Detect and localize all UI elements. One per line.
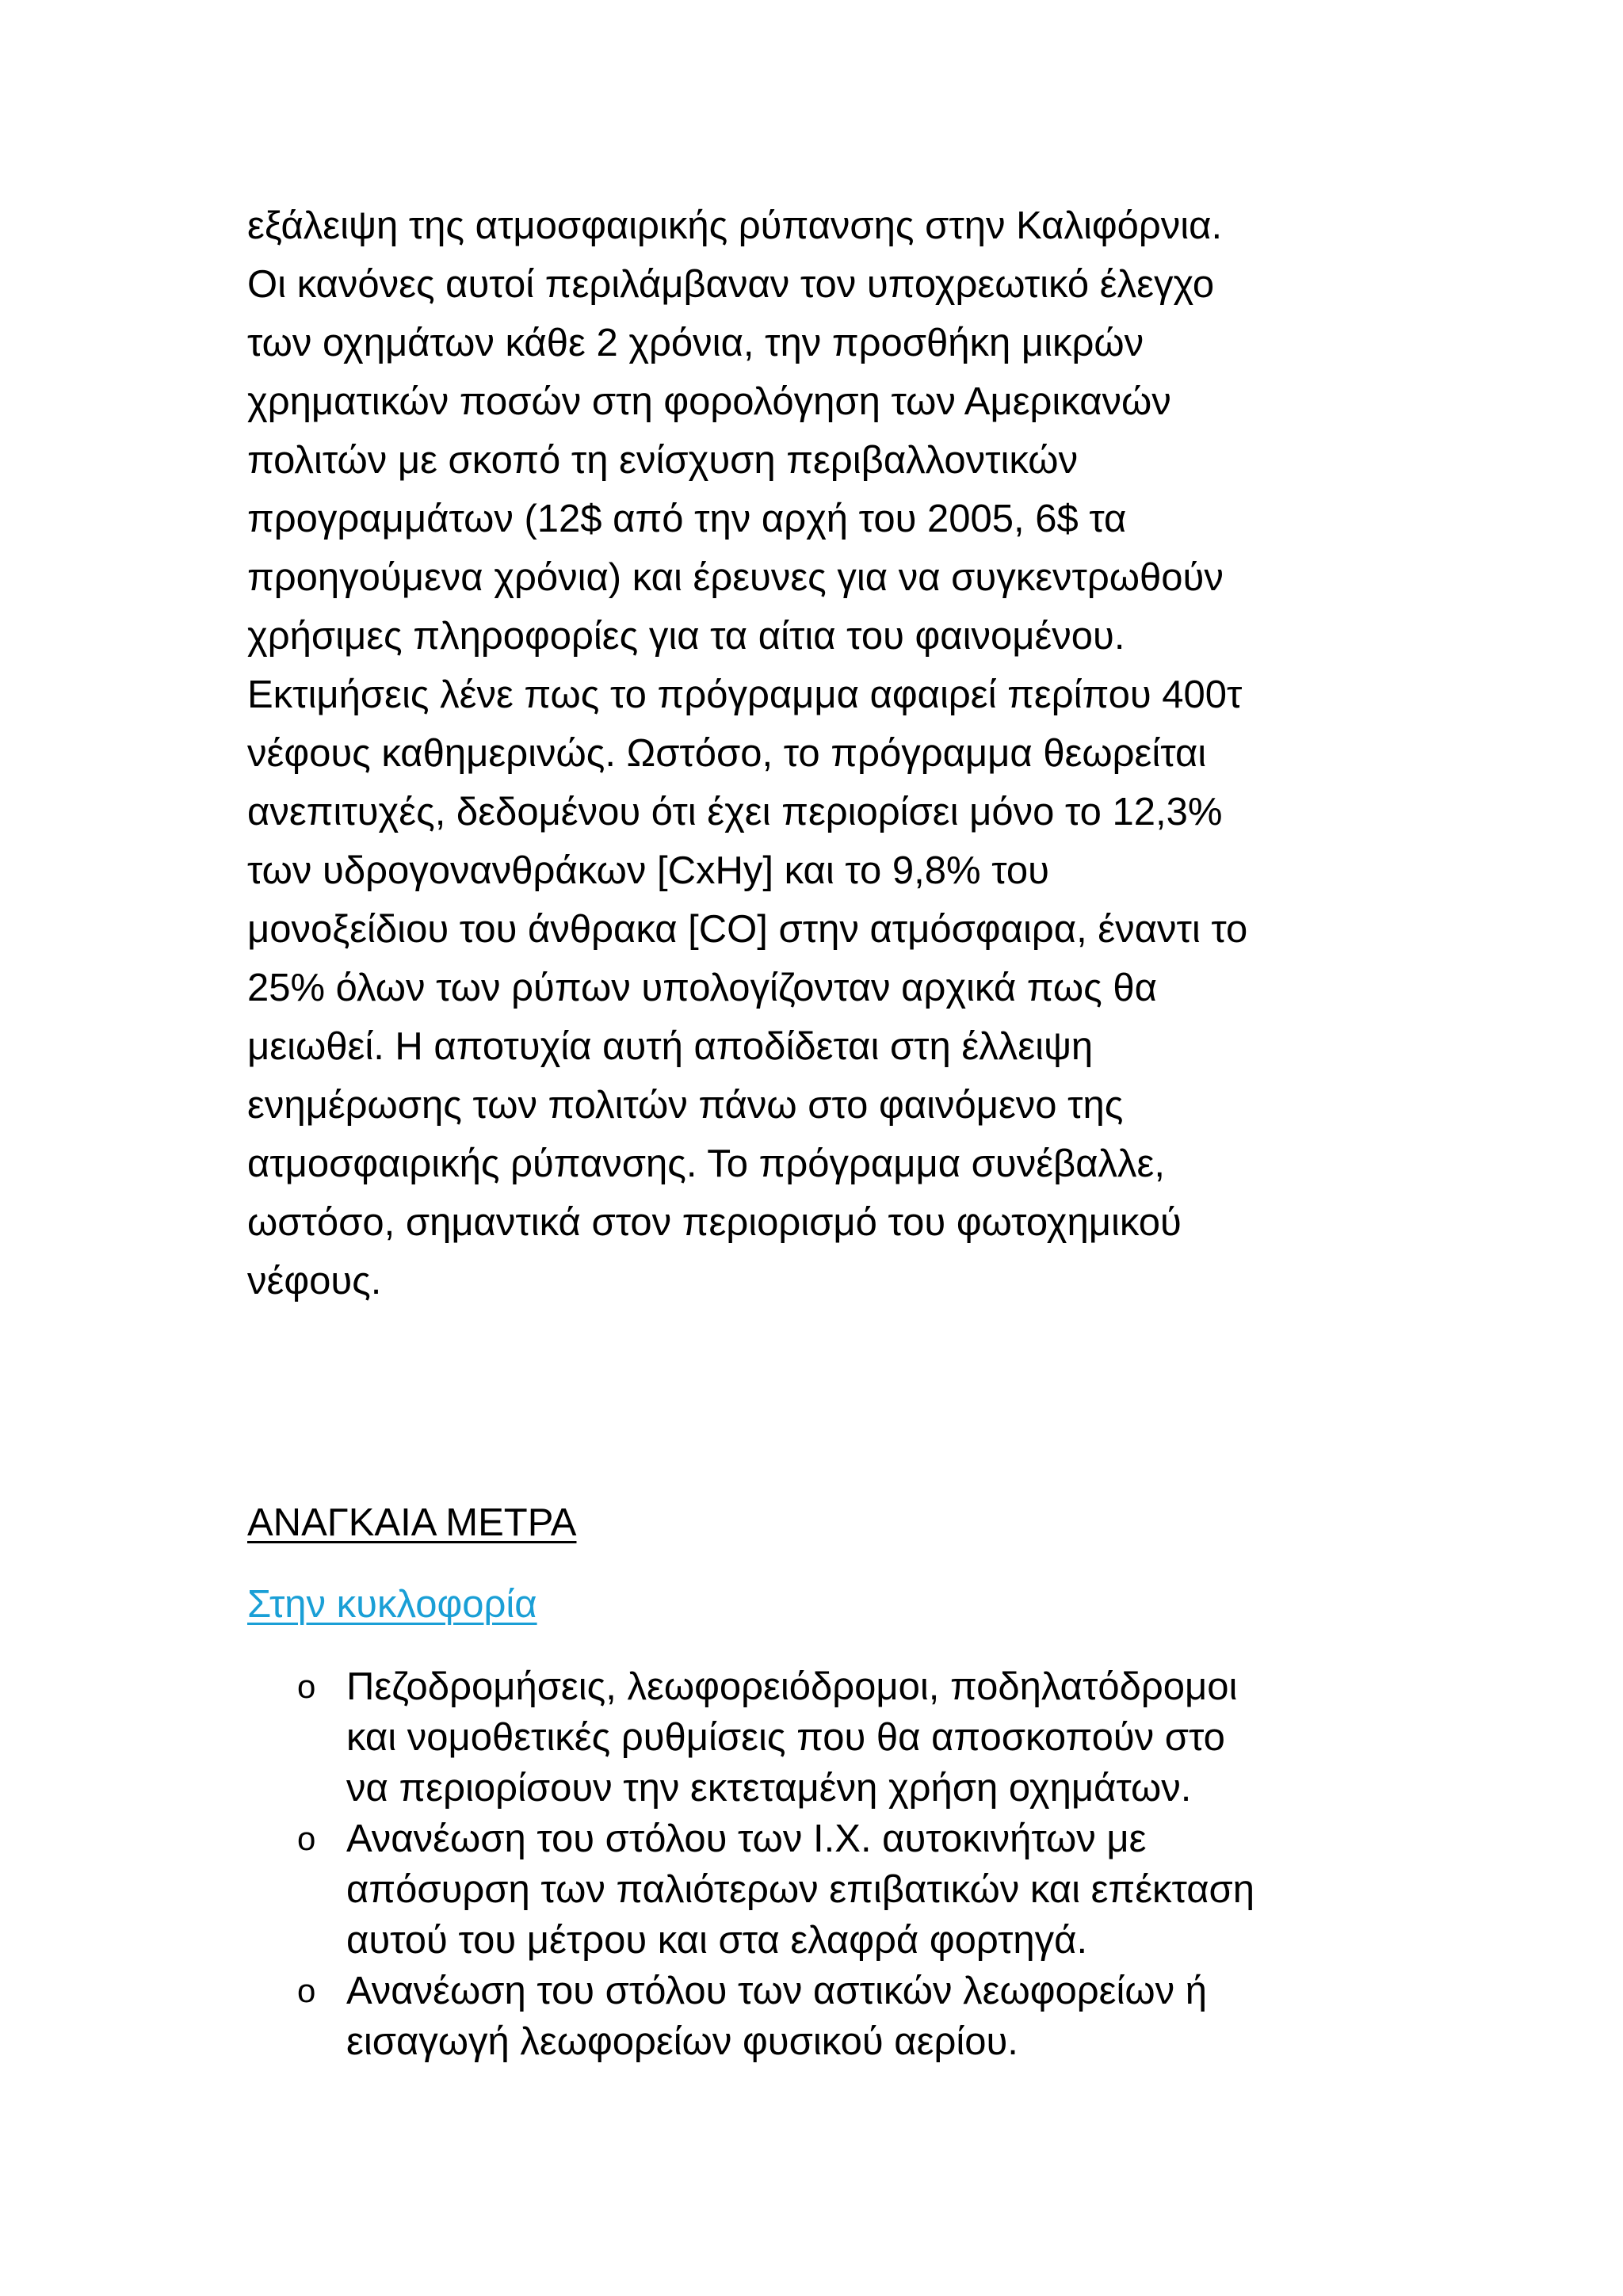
paragraph-line: των υδρογονανθράκων [CxHy] και το 9,8% του <box>247 849 1049 892</box>
paragraph-line: μειωθεί. Η αποτυχία αυτή αποδίδεται στη έλλειψη <box>247 1025 1094 1068</box>
paragraph-line: Οι κανόνες αυτοί περιλάμβαναν τον υποχρεωτικό έλεγχο <box>247 263 1215 306</box>
list-item-line: αυτού του μέτρου και στα ελαφρά φορτηγά. <box>346 1919 1088 1962</box>
paragraph-line: ατμοσφαιρικής ρύπανσης. Το πρόγραμμα συνέβαλλε, <box>247 1142 1166 1185</box>
paragraph-line: εξάλειψη της ατμοσφαιρικής ρύπανσης στην Καλιφόρνια. <box>247 204 1223 247</box>
list-item-line: Ανανέωση του στόλου των Ι.Χ. αυτοκινήτων με <box>346 1817 1147 1860</box>
paragraph-line: ενημέρωσης των πολιτών πάνω στο φαινόμενο της <box>247 1084 1124 1127</box>
paragraph-line: προηγούμενα χρόνια) και έρευνες για να συγκεντρωθούν <box>247 556 1224 599</box>
measures-list <box>0 1661 1623 2067</box>
paragraph-line: νέφους καθημερινώς. Ωστόσο, το πρόγραμμα θεωρείται <box>247 732 1207 775</box>
section-subheading-link[interactable]: Στην κυκλοφορία <box>247 1583 537 1626</box>
paragraph-line: μονοξείδιου του άνθρακα [CO] στην ατμόσφαιρα, έναντι το <box>247 908 1248 951</box>
list-item-line: απόσυρση των παλιότερων επιβατικών και επέκταση <box>346 1868 1255 1911</box>
bullet-circle-icon: o <box>297 1820 316 1857</box>
paragraph-line: πολιτών με σκοπό τη ενίσχυση περιβαλλοντικών <box>247 439 1079 482</box>
list-item-line: Πεζοδρομήσεις, λεωφορειόδρομοι, ποδηλατόδρομοι <box>346 1665 1238 1708</box>
paragraph-line: νέφους. <box>247 1260 382 1302</box>
list-item-line: εισαγωγή λεωφορείων φυσικού αερίου. <box>346 2020 1018 2063</box>
list-item-line: και νομοθετικές ρυθμίσεις που θα αποσκοπούν στο <box>346 1716 1225 1759</box>
paragraph-line: χρηματικών ποσών στη φορολόγηση των Αμερικανών <box>247 380 1171 423</box>
paragraph-line: ωστόσο, σημαντικά στον περιορισμό του φωτοχημικού <box>247 1201 1182 1244</box>
bullet-circle-icon: o <box>297 1972 316 2009</box>
list-item-line: να περιορίσουν την εκτεταμένη χρήση οχημάτων. <box>346 1767 1192 1810</box>
section-heading: ΑΝΑΓΚΑΙΑ ΜΕΤΡΑ <box>247 1501 577 1544</box>
list-item-line: Ανανέωση του στόλου των αστικών λεωφορείων ή <box>346 1970 1207 2012</box>
paragraph-line: προγραμμάτων (12$ από την αρχή του 2005, 6$ τα <box>247 498 1127 540</box>
paragraph-line: χρήσιμες πληροφορίες για τα αίτια του φαινομένου. <box>247 615 1125 658</box>
paragraph-line: ανεπιτυχές, δεδομένου ότι έχει περιορίσει μόνο το 12,3% <box>247 791 1223 833</box>
paragraph-line: Εκτιμήσεις λένε πως το πρόγραμμα αφαιρεί περίπου 400τ <box>247 673 1243 716</box>
paragraph-line: των οχημάτων κάθε 2 χρόνια, την προσθήκη μικρών <box>247 322 1144 364</box>
body-paragraph <box>247 196 1436 1310</box>
paragraph-line: 25% όλων των ρύπων υπολογίζονταν αρχικά πως θα <box>247 967 1157 1009</box>
list-item <box>0 1966 1623 2067</box>
bullet-circle-icon: o <box>297 1668 316 1705</box>
list-item <box>0 1814 1623 1966</box>
list-item <box>0 1661 1623 1814</box>
